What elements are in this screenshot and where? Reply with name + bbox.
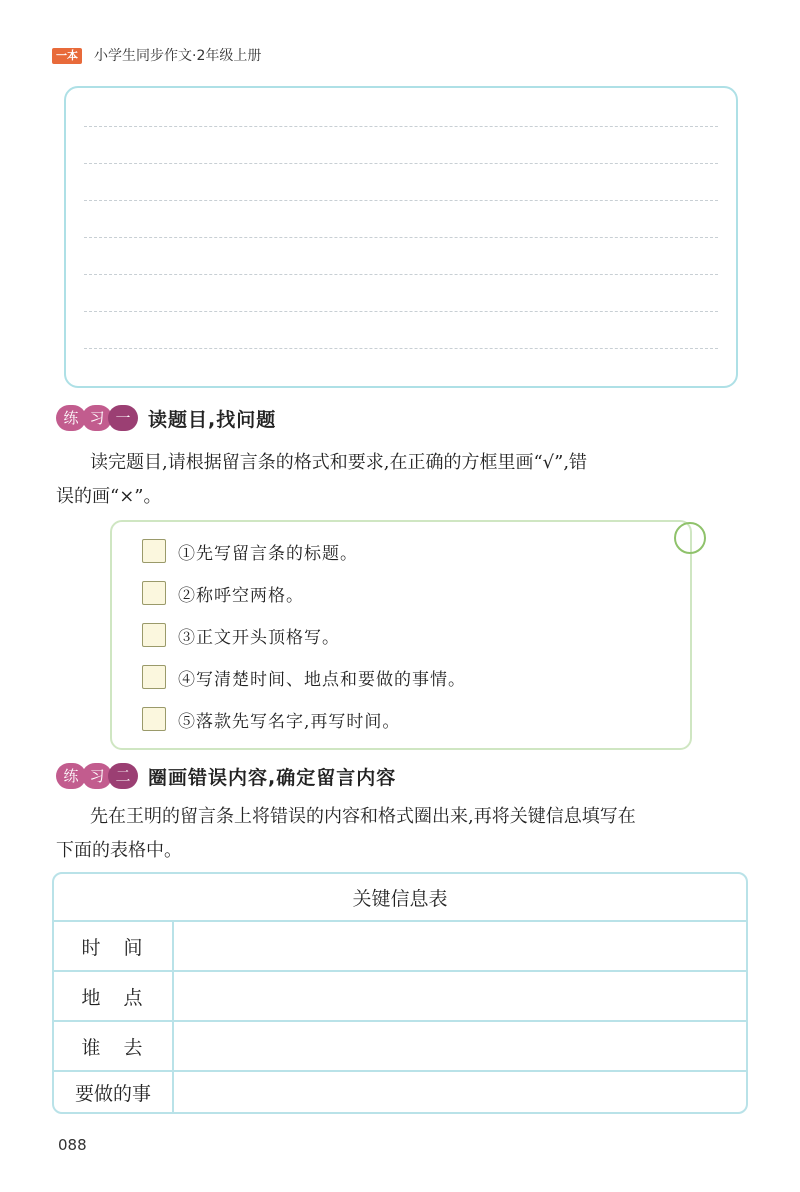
- writing-line: [84, 126, 718, 127]
- exercise2-instruction-1: 先在王明的留言条上将错误的内容和格式圈出来,再将关键信息填写在: [90, 806, 636, 827]
- table-row: [54, 1022, 746, 1072]
- checklist-item-text: ③正文开头顶格写。: [178, 627, 340, 648]
- writing-line: [84, 237, 718, 238]
- exercise1-title: 读题目,找问题: [148, 408, 277, 431]
- table-row: [54, 972, 746, 1022]
- checkbox[interactable]: [142, 665, 166, 689]
- checklist-item: [142, 704, 400, 734]
- pill-char: 习: [82, 763, 112, 789]
- checklist-item-text: ④写清楚时间、地点和要做的事情。: [178, 669, 466, 690]
- row-label: 要做的事: [54, 1072, 174, 1112]
- row-input[interactable]: [174, 922, 746, 970]
- exercise1-instruction-2: 误的画“×”。: [56, 486, 162, 507]
- checklist-card: [110, 520, 692, 750]
- checklist-item: [142, 536, 358, 566]
- row-input[interactable]: [174, 972, 746, 1020]
- writing-line: [84, 348, 718, 349]
- writing-line: [84, 200, 718, 201]
- paperclip-icon: [674, 522, 706, 554]
- pill-char: 习: [82, 405, 112, 431]
- exercise1-heading: [56, 404, 276, 432]
- checklist-item-text: ②称呼空两格。: [178, 585, 304, 606]
- book-logo-badge: 一本: [52, 48, 82, 64]
- checklist-item: [142, 620, 340, 650]
- exercise1-instruction-1: 读完题目,请根据留言条的格式和要求,在正确的方框里画“√”,错: [90, 452, 588, 473]
- writing-line: [84, 163, 718, 164]
- checkbox[interactable]: [142, 623, 166, 647]
- checklist-item: [142, 578, 304, 608]
- page-number: 088: [58, 1136, 87, 1154]
- exercise1-pill: [56, 405, 134, 431]
- table-row: [54, 922, 746, 972]
- checkbox[interactable]: [142, 581, 166, 605]
- exercise2-instruction-2: 下面的表格中。: [56, 840, 182, 861]
- writing-line: [84, 311, 718, 312]
- table-row: [54, 1072, 746, 1112]
- writing-area[interactable]: [64, 86, 738, 388]
- table-title: 关键信息表: [54, 874, 746, 922]
- pill-char: 练: [56, 405, 86, 431]
- exercise2-pill: [56, 763, 134, 789]
- checklist-item: [142, 662, 466, 692]
- key-info-table: [52, 872, 748, 1114]
- pill-char: 练: [56, 763, 86, 789]
- exercise2-title: 圈画错误内容,确定留言内容: [148, 766, 397, 789]
- checkbox[interactable]: [142, 539, 166, 563]
- pill-char: 二: [108, 763, 138, 789]
- book-title: 小学生同步作文·2年级上册: [94, 48, 262, 64]
- row-input[interactable]: [174, 1022, 746, 1070]
- pill-char: 一: [108, 405, 138, 431]
- row-label: 地 点: [54, 972, 174, 1020]
- row-input[interactable]: [174, 1072, 746, 1112]
- row-label: 时 间: [54, 922, 174, 970]
- checklist-item-text: ⑤落款先写名字,再写时间。: [178, 711, 401, 732]
- row-label: 谁 去: [54, 1022, 174, 1070]
- checklist-item-text: ①先写留言条的标题。: [178, 543, 358, 564]
- exercise2-heading: [56, 762, 396, 790]
- writing-line: [84, 274, 718, 275]
- checkbox[interactable]: [142, 707, 166, 731]
